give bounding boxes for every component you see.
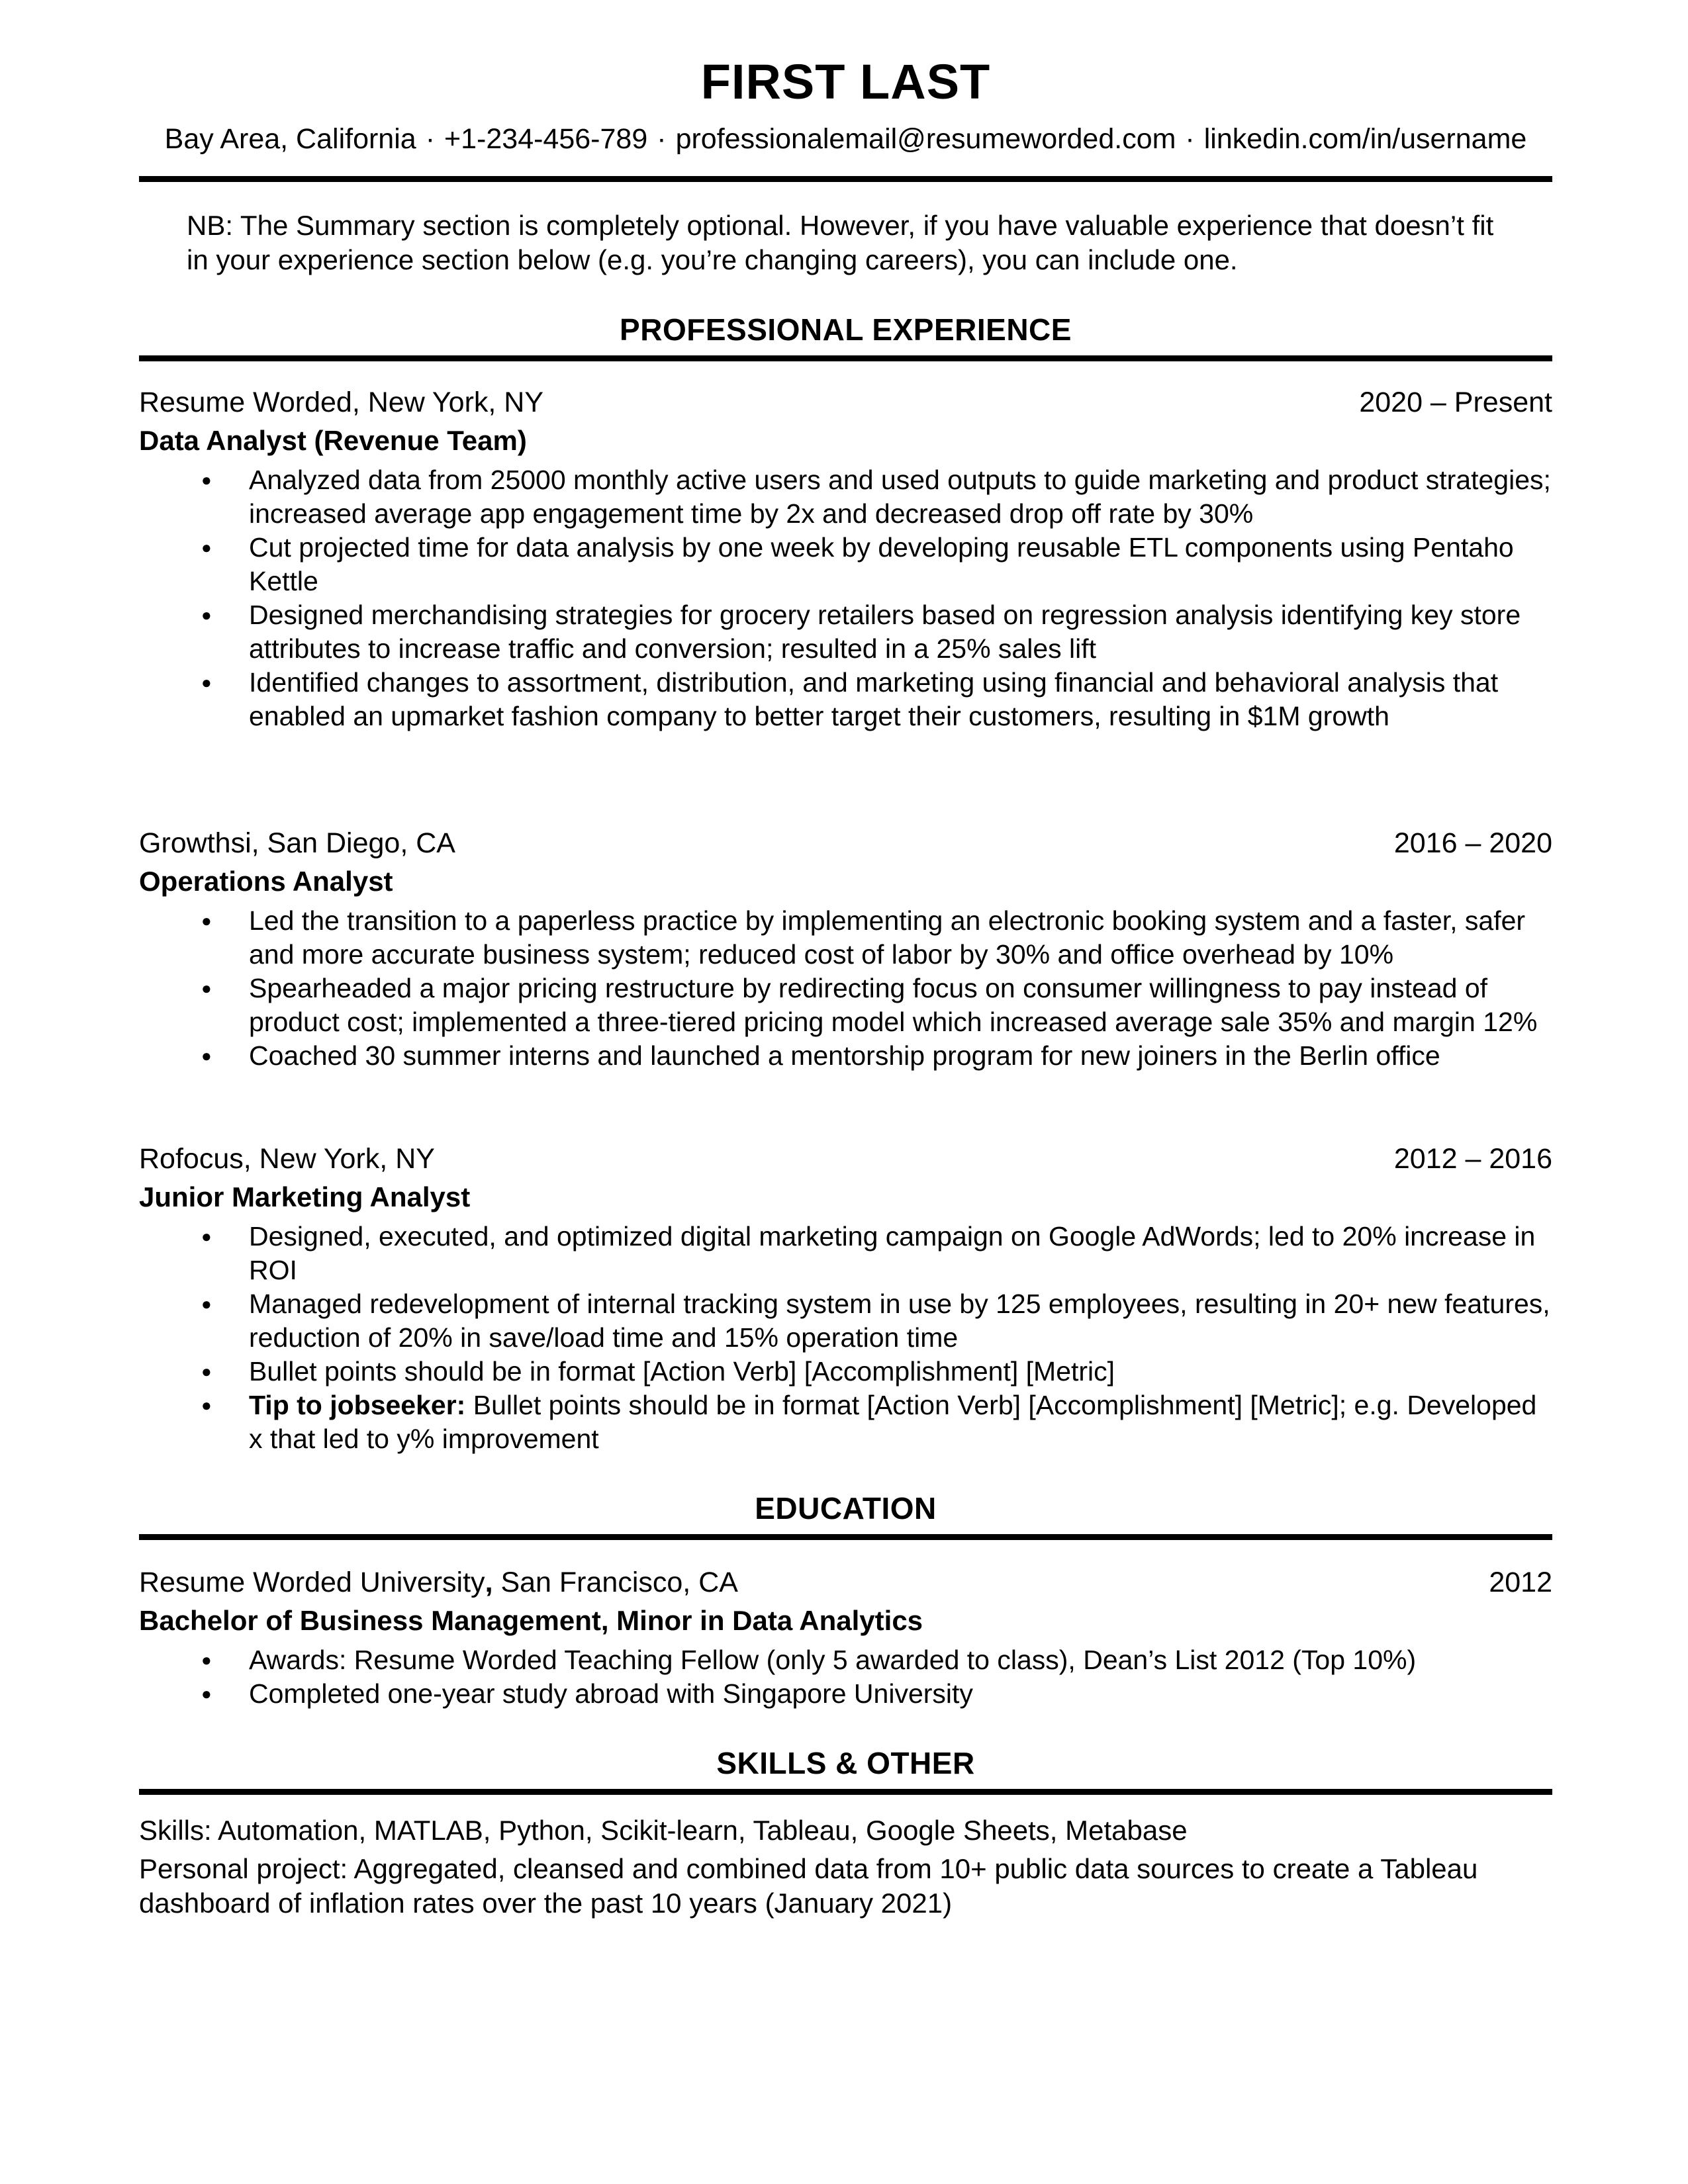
job-dates: 2012 – 2016 xyxy=(1393,1143,1552,1175)
header-divider xyxy=(139,176,1552,182)
job-title: Operations Analyst xyxy=(139,866,393,897)
job-bullet-list xyxy=(139,1220,1552,1456)
bullet-item: ● Analyzed data from 25000 monthly active users and used outputs to guide marketing and product strategies; increased average app engagement time by 2x and decreased drop off rate by 30% xyxy=(139,463,1552,531)
bullet-item-tip xyxy=(139,1388,1552,1456)
tip-label: Tip to jobseeker: xyxy=(249,1390,466,1420)
candidate-name: FIRST LAST xyxy=(700,54,991,109)
bullet-item: ● Awards: Resume Worded Teaching Fellow (only 5 awarded to class), Dean’s List 2012 (Top 10%) xyxy=(139,1643,1552,1677)
job-title: Data Analyst (Revenue Team) xyxy=(139,425,527,456)
job-title: Junior Marketing Analyst xyxy=(139,1181,471,1212)
bullet-item: ● Identified changes to assortment, distribution, and marketing using financial and behavioral analysis that enabled an upmarket fashion company to better target their customers, resulting in $1M growth xyxy=(139,666,1552,733)
contact-location: Bay Area, California xyxy=(164,123,416,155)
job-company-location: Growthsi, San Diego, CA xyxy=(139,827,455,859)
school-name-comma: , xyxy=(485,1567,493,1598)
section-divider xyxy=(139,355,1552,361)
bullet-item: ● Coached 30 summer interns and launched a mentorship program for new joiners in the Berlin office xyxy=(139,1039,1552,1073)
bullet-item: ● Spearheaded a major pricing restructure by redirecting focus on consumer willingness to pay instead of product cost; implemented a three-tiered pricing model which increased average sale 35% and margin 12% xyxy=(139,972,1552,1039)
section-title-professional-experience: PROFESSIONAL EXPERIENCE xyxy=(620,312,1072,347)
contact-line xyxy=(139,122,1552,156)
bullet-item: ● Designed merchandising strategies for grocery retailers based on regression analysis identifying key store attributes to increase traffic and conversion; resulted in a 25% sales lift xyxy=(139,598,1552,666)
contact-separator: · xyxy=(425,123,436,155)
job-bullet-list xyxy=(139,904,1552,1073)
section-title-skills-other: SKILLS & OTHER xyxy=(716,1746,975,1780)
job-header xyxy=(139,385,1552,420)
bullet-item: ● Managed redevelopment of internal tracking system in use by 125 employees, resulting in 20+ new features, reduction of 20% in save/load time and 15% operation time xyxy=(139,1287,1552,1355)
bullet-item: ● Designed, executed, and optimized digital marketing campaign on Google AdWords; led to 20% increase in ROI xyxy=(139,1220,1552,1287)
contact-linkedin: linkedin.com/in/username xyxy=(1203,123,1527,155)
education-bullet-list xyxy=(139,1643,1552,1711)
education-header xyxy=(139,1565,1552,1600)
section-professional-experience xyxy=(139,313,1552,1456)
contact-separator: · xyxy=(657,123,667,155)
degree-title: Bachelor of Business Management, Minor in Data Analytics xyxy=(139,1605,923,1636)
skills-content xyxy=(139,1813,1552,1921)
section-skills-other xyxy=(139,1747,1552,1921)
contact-email: professionalemail@resumeworded.com xyxy=(675,123,1176,155)
section-divider xyxy=(139,1789,1552,1795)
school-location: San Francisco, CA xyxy=(492,1567,738,1598)
section-divider xyxy=(139,1534,1552,1540)
job-bullet-list xyxy=(139,463,1552,733)
section-education xyxy=(139,1492,1552,1711)
job-company-location: Rofocus, New York, NY xyxy=(139,1143,435,1175)
skills-line: Skills: Automation, MATLAB, Python, Scikit-learn, Tableau, Google Sheets, Metabase xyxy=(139,1815,1188,1846)
resume-header xyxy=(139,56,1552,182)
bullet-item: ● Cut projected time for data analysis by one week by developing reusable ETL components using Pentaho Kettle xyxy=(139,531,1552,598)
job-entry-growthsi xyxy=(139,826,1552,1073)
school-name: Resume Worded University xyxy=(139,1567,485,1598)
job-header xyxy=(139,826,1552,860)
job-entry-resume-worded xyxy=(139,385,1552,733)
school-name-location xyxy=(139,1565,738,1600)
job-header xyxy=(139,1142,1552,1176)
education-entry xyxy=(139,1565,1552,1711)
education-dates: 2012 xyxy=(1489,1567,1552,1598)
bullet-item: ● Led the transition to a paperless practice by implementing an electronic booking system and a faster, safer and more accurate business system; reduced cost of labor by 30% and office overhead by 10% xyxy=(139,904,1552,972)
bullet-item: ● Bullet points should be in format [Action Verb] [Accomplishment] [Metric] xyxy=(139,1355,1552,1388)
job-entry-rofocus xyxy=(139,1142,1552,1456)
contact-separator: · xyxy=(1185,123,1195,155)
job-dates: 2016 – 2020 xyxy=(1393,827,1552,859)
contact-phone: +1-234-456-789 xyxy=(444,123,648,155)
summary-note: NB: The Summary section is completely optional. However, if you have valuable experience that doesn’t fit in your experience section below (e.g. you’re changing careers), you can include one. xyxy=(187,210,1494,275)
job-company-location: Resume Worded, New York, NY xyxy=(139,387,544,418)
section-title-education: EDUCATION xyxy=(755,1491,937,1525)
job-dates: 2020 – Present xyxy=(1359,387,1552,418)
tip-text: Bullet points should be in format [Action Verb] [Accomplishment] [Metric]; e.g. Developed x that led to y% improvement xyxy=(249,1390,1537,1454)
personal-project-line: Personal project: Aggregated, cleansed and combined data from 10+ public data sources to create a Tableau dashboard of inflation rates over the past 10 years (January 2021) xyxy=(139,1853,1478,1919)
bullet-item: ● Completed one-year study abroad with Singapore University xyxy=(139,1677,1552,1711)
